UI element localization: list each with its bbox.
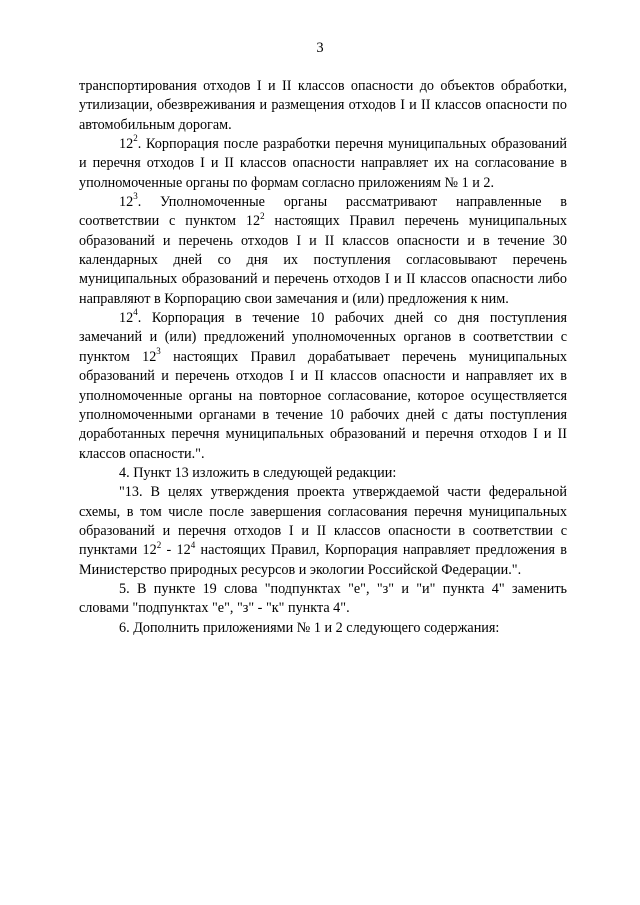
text-run: "13. В целях утверждения проекта утверждаемой части федеральной схемы, в том числе после завершения согласования перечня муниципальных образований и перечня отходов I и II классов опасности в соответствии с пунктами 12 — [79, 484, 567, 559]
text-run: . Уполномоченные органы рассматривают направленные в соответствии с пунктом 12 — [79, 194, 567, 230]
text-run: - 12 — [161, 542, 191, 559]
paragraph-13 — [79, 483, 567, 580]
paragraph-12-4 — [79, 309, 567, 464]
text-run: настоящих Правил, Корпорация направляет предложения в Министерство природных ресурсов и экологии Российской Федерации.". — [79, 542, 567, 578]
page-number: 3 — [316, 40, 324, 56]
text-run: транспортирования отходов I и II классов опасности до объектов обработки, утилизации, обезвреживания и размещения отходов I и II классов опасности по автомобильным дорогам. — [79, 78, 567, 133]
text-run: 12 — [119, 310, 134, 327]
text-run: 12 — [119, 194, 134, 211]
superscript: 4 — [190, 539, 196, 550]
paragraph-item-4 — [79, 464, 567, 483]
superscript: 4 — [133, 307, 138, 318]
text-run: . Корпорация в течение 10 рабочих дней со дня поступления замечаний и (или) предложений уполномоченных органов в соответствии с пунктом 12 — [79, 310, 567, 365]
text-run: 6. Дополнить приложениями № 1 и 2 следующего содержания: — [119, 619, 500, 636]
text-run: настоящих Правил дорабатывает перечень муниципальных образований и перечень отходов I и II классов опасности и направляет их в уполномоченные органы на повторное согласование, которое осуществляется уполномоченными органами в течение 10 рабочих дней с даты поступления доработанных перечня муниципальных образований и перечня отходов I и II классов опасности.". — [79, 348, 567, 462]
text-run: настоящих Правил перечень муниципальных образований и перечень отходов I и II классов опасности и в течение 30 календарных дней со дня их поступления согласовывают перечень муниципальных образований и перечень отходов I и II классов опасности либо направляют в Корпорацию свои замечания и (или) предложения к ним. — [79, 213, 567, 307]
paragraph-12-2 — [79, 135, 567, 193]
text-run: 5. В пункте 19 слова "подпунктах "е", "з" и "и" пункта 4" заменить словами "подпунктах "е", "з" - "к" пункта 4". — [79, 580, 567, 617]
paragraph-item-5 — [79, 580, 567, 619]
superscript: 2 — [156, 539, 162, 550]
superscript: 3 — [156, 346, 161, 357]
superscript: 2 — [133, 133, 138, 144]
text-run: 4. Пункт 13 изложить в следующей редакции: — [119, 464, 397, 481]
paragraph-12-3 — [79, 193, 567, 309]
document-body — [79, 77, 567, 638]
superscript: 2 — [260, 210, 265, 221]
text-run: 12 — [119, 136, 134, 153]
paragraph-item-6 — [79, 619, 567, 638]
text-run: . Корпорация после разработки перечня муниципальных образований и перечня отходов I и II классов опасности направляет их на согласование в уполномоченные органы по формам согласно приложениям № 1 и 2. — [79, 136, 567, 191]
paragraph-continuation — [79, 77, 567, 135]
superscript: 3 — [133, 191, 138, 202]
